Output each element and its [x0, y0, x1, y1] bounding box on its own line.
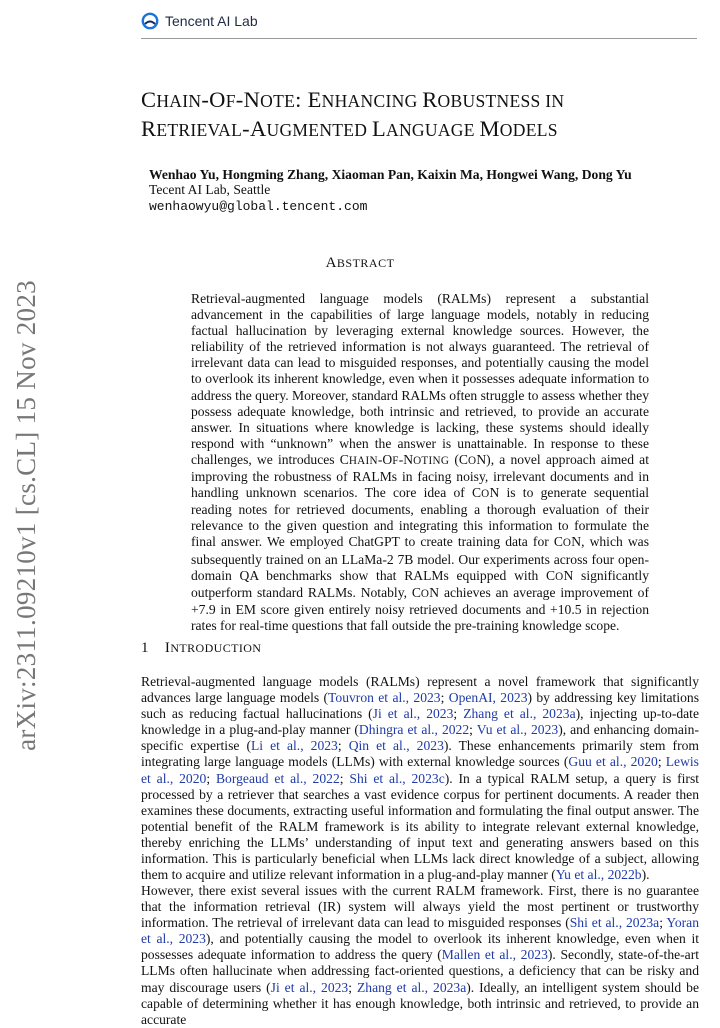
citation-link[interactable]: Mallen et al., 2023 [441, 947, 548, 963]
citation-link[interactable]: Touvron et al., 2023 [328, 690, 441, 706]
arxiv-side-identifier [4, 266, 48, 764]
citation-link[interactable]: Yoran et al., 2023 [141, 915, 700, 947]
affiliation: Tecent AI Lab, Seattle [149, 182, 271, 197]
author-email: wenhaowyu@global.tencent.com [149, 199, 368, 214]
citation-link[interactable]: Lewis et al., 2020 [141, 754, 699, 786]
paper-title [141, 86, 701, 144]
citation-link[interactable]: Guu et al., 2020 [568, 754, 658, 770]
header-brand [141, 12, 258, 30]
citation-link[interactable]: Dhingra et al., 2022 [358, 722, 470, 738]
intro-paragraph-2: However, there exist several issues with the current RALM framework. First, there is no guarantee that the information retrieval (IR) system will always yield the most pertinent or trustworthy information. The retrieval of irrelevant data can lead to misguided responses (Shi et al., 2023a; Yoran et al., 2023), and potentially causing the model to overlook its inherent knowledge, even when it possesses adequate information to address the query (Mallen et al., 2023). Secondly, state-of-the-art LLMs often hallucinate when addressing fact-oriented questions, a deficiency that can be risky and may discourage users (Ji et al., 2023; Zhang et al., 2023a). Ideally, an intelligent system should be capable of determining whether it has enough knowledge, both intrinsic and retrieved, to provide an accurate [141, 883, 700, 1027]
header-rule [141, 38, 697, 39]
intro-paragraph-1: Retrieval-augmented language models (RALMs) represent a novel framework that significantly advances large language models (Touvron et al., 2023; OpenAI, 2023) by addressing key limitations such as reducing factual hallucinations (Ji et al., 2023; Zhang et al., 2023a), injecting up-to-date knowledge in a plug-and-play manner (Dhingra et al., 2022; Vu et al., 2023), and enhancing domain-specific expertise (Li et al., 2023; Qin et al., 2023). These enhancements primarily stem from integrating large language models (LLMs) with external knowledge sources (Guu et al., 2020; Lewis et al., 2020; Borgeaud et al., 2022; Shi et al., 2023c). In a typical RALM setup, a query is first processed by a retriever that searches a vast evidence corpus for pertinent documents. A reader then examines these documents, extracting useful information and formulating the final output answer. The potential benefit of the RALM framework is its ability to integrate relevant external knowledge, thereby enriching the LLMs’ understanding of input text and generating answers based on this information. This is particularly beneficial when LLMs lack direct knowledge of a subject, allowing them to acquire and utilize relevant information in a plug-and-play manner (Yu et al., 2022b). [141, 674, 700, 883]
author-list: Wenhao Yu, Hongming Zhang, Xiaoman Pan, Kaixin Ma, Hongwei Wang, Dong Yu [149, 167, 632, 182]
title-line-2: RETRIEVAL-AUGMENTED LANGUAGE MODELS [141, 116, 558, 141]
tencent-logo-icon [141, 12, 159, 30]
citation-link[interactable]: Ji et al., 2023 [372, 706, 454, 722]
citation-link[interactable]: Ji et al., 2023 [270, 979, 349, 995]
citation-link[interactable]: Li et al., 2023 [250, 738, 338, 754]
citation-link[interactable]: Borgeaud et al., 2022 [215, 770, 340, 786]
citation-link[interactable]: Shi et al., 2023c [349, 770, 445, 786]
arxiv-id-text: arXiv:2311.09210v1 [cs.CL] 15 Nov 2023 [10, 279, 41, 751]
citation-link[interactable]: OpenAI, 2023 [448, 690, 528, 706]
citation-link[interactable]: Yu et al., 2022b [555, 867, 642, 883]
citation-link[interactable]: Qin et al., 2023 [348, 738, 444, 754]
abstract-body: Retrieval-augmented language models (RALMs) represent a substantial advancement in the capabilities of large language models, notably in reducing factual hallucination by leveraging external knowledge sources. However, the reliability of the retrieved information is not always guaranteed. The retrieval of irrelevant data can lead to misguided responses, and potentially causing the model to overlook its inherent knowledge, even when it possesses adequate information to address the query. Moreover, standard RALMs often struggle to assess whether they possess adequate knowledge, both intrinsic and retrieved, to provide an accurate answer. In situations where knowledge is lacking, these systems should ideally respond with “unknown” when the answer is unattainable. In response to these challenges, we introduces CHAIN-OF-NOTING (CON), a novel approach aimed at improving the robustness of RALMs in facing noisy, irrelevant documents and in handling unknown scenarios. The core idea of CON is to generate sequential reading notes for retrieved documents, enabling a thorough evaluation of their relevance to the given question and integrating this information to formulate the final answer. We employed ChatGPT to create training data for CON, which was subsequently trained on an LLaMa-2 7B model. Our experiments across four open-domain QA benchmarks show that RALMs equipped with CON significantly outperform standard RALMs. Notably, CON achieves an average improvement of +7.9 in EM score given entirely noisy retrieved documents and +10.5 in rejection rates for real-time questions that fall outside the pre-training knowledge scope. [191, 291, 650, 633]
citation-link[interactable]: Zhang et al., 2023a [463, 706, 576, 722]
citation-link[interactable]: Vu et al., 2023 [476, 722, 559, 738]
brand-name: Tencent AI Lab [165, 13, 258, 29]
citation-link[interactable]: Shi et al., 2023a [569, 915, 660, 931]
title-line-1: CHAIN-OF-NOTE: ENHANCING ROBUSTNESS IN [141, 87, 565, 112]
abstract-heading: ABSTRACT [325, 255, 395, 271]
section-heading-introduction: 1 INTRODUCTION [141, 640, 262, 656]
citation-link[interactable]: Zhang et al., 2023a [356, 979, 467, 995]
